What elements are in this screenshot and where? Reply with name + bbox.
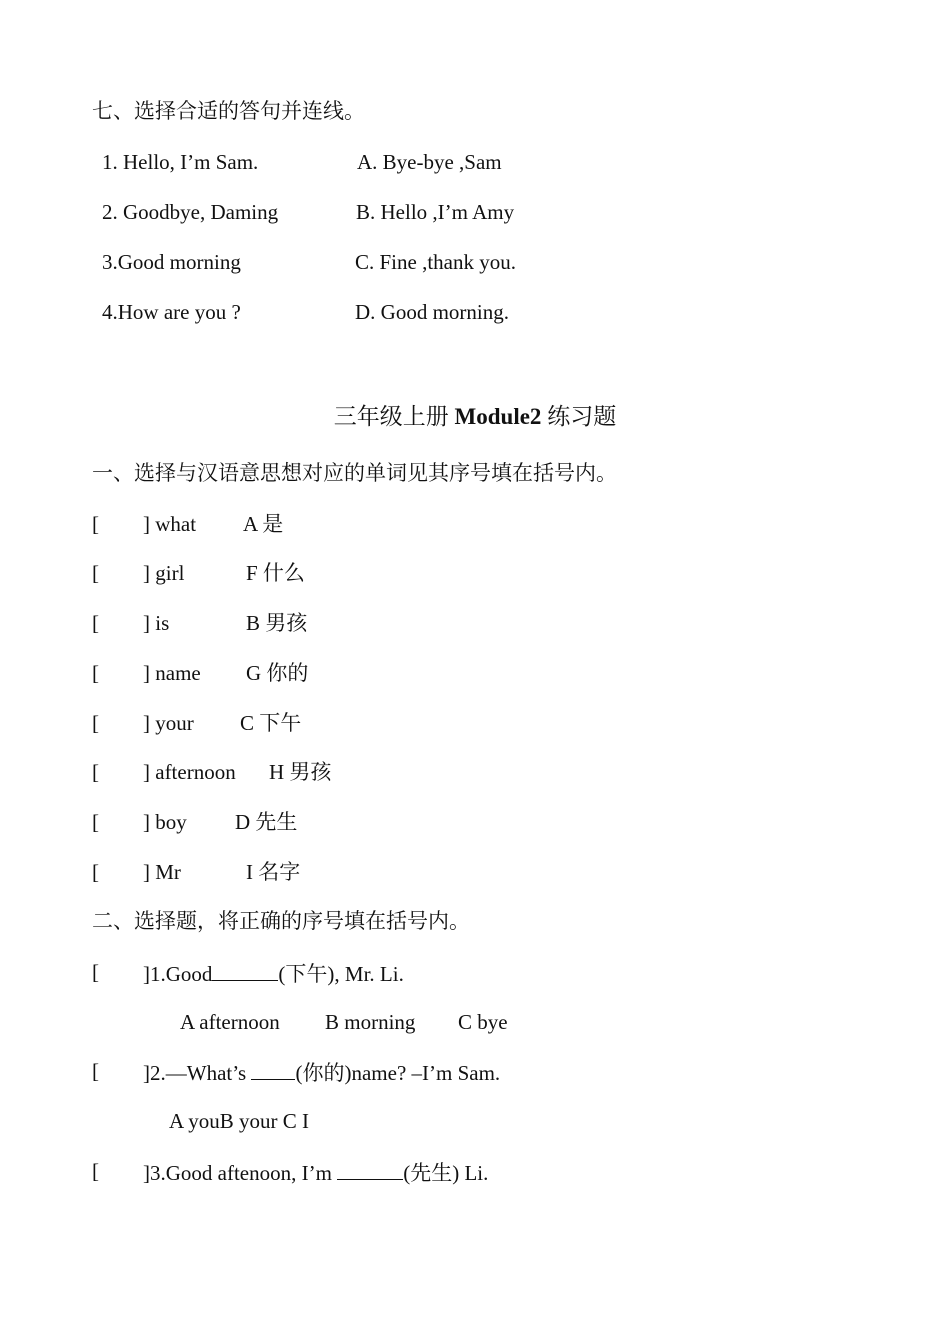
q1-bracket: [ [92, 960, 99, 984]
vocab-word-8: ] Mr [143, 860, 181, 884]
match-left-1: 1. Hello, I’m Sam. [102, 150, 259, 174]
vocab-bracket-5: [ [92, 711, 99, 735]
match-left-3: 3.Good morning [102, 250, 241, 274]
q1-pre: ]1.Good [143, 962, 213, 986]
vocab-meaning-7: D 先生 [235, 810, 298, 834]
vocab-bracket-3: [ [92, 611, 99, 635]
vocab-meaning-5: C 下午 [240, 711, 302, 735]
q3-pre: ]3.Good aftenoon, I’m [143, 1161, 338, 1185]
q3-bracket: [ [92, 1159, 99, 1183]
q2-pre: ]2.—What’s [143, 1061, 252, 1085]
q2-bracket: [ [92, 1059, 99, 1083]
match-right-1: A. Bye-bye ,Sam [357, 150, 502, 174]
vocab-bracket-2: [ [92, 561, 99, 585]
vocab-bracket-4: [ [92, 661, 99, 685]
match-right-3: C. Fine ,thank you. [355, 250, 516, 274]
section7-heading: 七、选择合适的答句并连线。 [92, 99, 365, 123]
q3-question [143, 1161, 488, 1184]
q1-option-c: C bye [458, 1010, 508, 1034]
q1-question [143, 962, 404, 985]
vocab-bracket-7: [ [92, 810, 99, 834]
q2-blank [251, 1061, 295, 1080]
match-right-2: B. Hello ,I’m Amy [356, 200, 515, 224]
vocab-meaning-2: F 什么 [246, 561, 305, 585]
vocab-meaning-8: I 名字 [246, 860, 301, 884]
vocab-bracket-1: [ [92, 512, 99, 536]
vocab-word-5: ] your [143, 711, 194, 735]
vocab-word-4: ] name [143, 661, 201, 685]
vocab-word-2: ] girl [143, 561, 185, 585]
match-left-2: 2. Goodbye, Daming [102, 200, 279, 224]
module-title-post: 练习题 [541, 404, 617, 429]
q2-post: (你的)name? –I’m Sam. [295, 1061, 501, 1085]
module-title-pre: 三年级上册 [333, 404, 455, 429]
vocab-meaning-3: B 男孩 [246, 611, 308, 635]
q1-post: (下午), Mr. Li. [278, 962, 404, 986]
vocab-word-3: ] is [143, 611, 170, 635]
q1-blank [212, 962, 278, 981]
section1-heading: 一、选择与汉语意思想对应的单词见其序号填在括号内。 [92, 461, 617, 485]
match-left-4: 4.How are you ? [102, 300, 241, 324]
q1-option-a: A afternoon [180, 1010, 280, 1034]
vocab-word-6: ] afternoon [143, 760, 236, 784]
vocab-word-7: ] boy [143, 810, 187, 834]
vocab-bracket-8: [ [92, 860, 99, 884]
match-right-4: D. Good morning. [355, 300, 509, 324]
module-title-bold: Module2 [454, 404, 542, 429]
vocab-meaning-6: H 男孩 [269, 760, 332, 784]
vocab-word-1: ] what [143, 512, 197, 536]
q3-blank [337, 1161, 403, 1180]
q1-option-b: B morning [325, 1010, 416, 1034]
vocab-meaning-1: A 是 [243, 512, 284, 536]
q3-post: (先生) Li. [403, 1161, 489, 1185]
q2-options: A youB your C I [169, 1109, 310, 1133]
vocab-meaning-4: G 你的 [246, 661, 309, 685]
q2-question [143, 1061, 500, 1084]
vocab-bracket-6: [ [92, 760, 99, 784]
module-title [0, 405, 950, 428]
section2-heading: 二、选择题，将正确的序号填在括号内。 [92, 909, 470, 933]
